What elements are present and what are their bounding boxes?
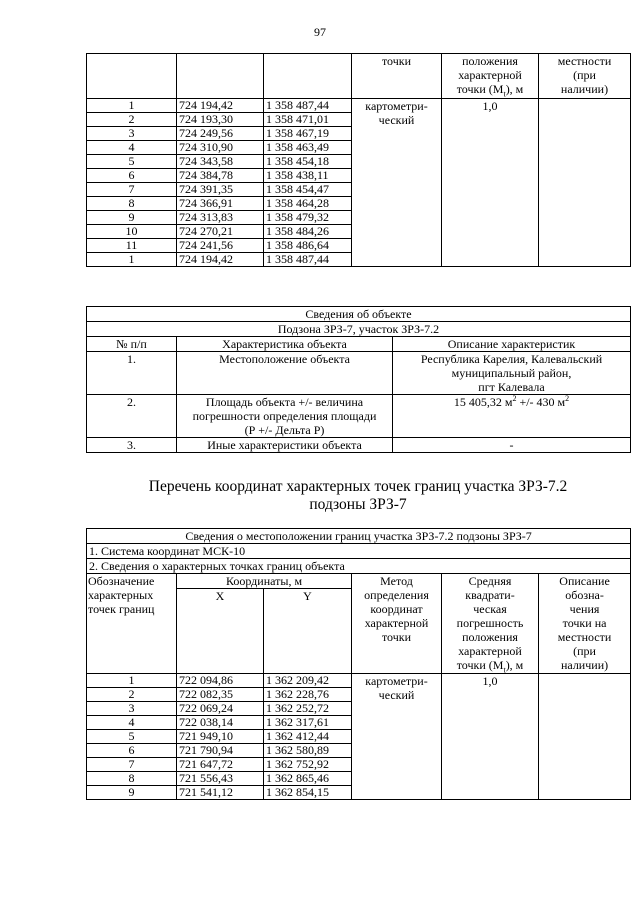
point-number: 5 [87,730,177,744]
y-coordinate: 1 358 471,01 [264,113,352,127]
y-coordinate: 1 362 317,61 [264,716,352,730]
header-point-description: Описание обозна- чения точки на местности (при наличии) [539,574,631,674]
y-coordinate: 1 358 438,11 [264,169,352,183]
object-info-subtitle: Подзона ЗРЗ-7, участок ЗРЗ-7.2 [87,322,631,337]
y-coordinate: 1 362 580,89 [264,744,352,758]
table-header-row [87,54,631,99]
y-coordinate: 1 358 454,18 [264,155,352,169]
point-number: 9 [87,211,177,225]
x-coordinate: 724 391,35 [177,183,264,197]
x-coordinate: 722 038,14 [177,716,264,730]
x-coordinate: 724 270,21 [177,225,264,239]
coordinates-table-continued [86,53,631,267]
x-coordinate: 724 194,42 [177,253,264,267]
x-coordinate: 721 556,43 [177,772,264,786]
y-coordinate: 1 362 228,76 [264,688,352,702]
header-x: X [177,589,264,674]
y-coordinate: 1 358 467,19 [264,127,352,141]
table-header-row [87,574,631,589]
points-info-line: 2. Сведения о характерных точках границ объекта [87,559,631,574]
header-accuracy: положения характерной точки $(М_t)$, м [442,54,539,99]
y-coordinate: 1 362 752,92 [264,758,352,772]
x-coordinate: 724 193,30 [177,113,264,127]
point-number: 11 [87,239,177,253]
description-cell [539,99,631,267]
y-coordinate: 1 358 479,32 [264,211,352,225]
header-point: точки [352,54,442,99]
point-number: 1 [87,674,177,688]
point-number: 10 [87,225,177,239]
x-coordinate: 721 647,72 [177,758,264,772]
y-coordinate: 1 362 209,42 [264,674,352,688]
description-cell [539,674,631,800]
accuracy-cell: 1,0 [442,99,539,267]
header-characteristic: Характеристика объекта [177,337,393,352]
y-coordinate: 1 362 412,44 [264,730,352,744]
header-description: местности (при наличии) [539,54,631,99]
y-coordinate: 1 362 854,15 [264,786,352,800]
y-coordinate: 1 358 484,26 [264,225,352,239]
y-coordinate: 1 358 454,47 [264,183,352,197]
point-number: 8 [87,772,177,786]
x-coordinate: 724 249,56 [177,127,264,141]
coordinate-system-line: 1. Система координат МСК-10 [87,544,631,559]
method-cell: картометри- ческий [352,674,442,800]
y-coordinate: 1 358 487,44 [264,253,352,267]
point-number: 7 [87,183,177,197]
table-row [87,674,631,688]
point-number: 9 [87,786,177,800]
y-coordinate: 1 358 486,64 [264,239,352,253]
y-coordinate: 1 358 487,44 [264,99,352,113]
y-coordinate: 1 362 865,46 [264,772,352,786]
table-header-row [87,337,631,352]
point-number: 3 [87,702,177,716]
table-row [87,99,631,113]
x-coordinate: 721 541,12 [177,786,264,800]
header-y: Y [264,589,352,674]
point-number: 7 [87,758,177,772]
header-coordinates: Координаты, м [177,574,352,589]
x-coordinate: 724 366,91 [177,197,264,211]
point-number: 4 [87,141,177,155]
location-value: Республика Карелия, Калевальский муниципальный район, пгт Калевала [393,352,631,395]
object-info-table [86,306,631,453]
x-coordinate: 722 094,86 [177,674,264,688]
boundary-table-title: Сведения о местоположении границ участка ЗРЗ-7.2 подзоны ЗРЗ-7 [87,529,631,544]
point-number: 6 [87,744,177,758]
area-value: 15 405,32 $м^2$ +/- 430 $м^2$ [393,395,631,438]
point-number: 2 [87,113,177,127]
header-accuracy: Средняя квадрати- ческая погрешность положения характерной точки $(М_t)$, м [442,574,539,674]
page-number: 97 [314,25,326,39]
x-coordinate: 724 241,56 [177,239,264,253]
point-number: 2 [87,688,177,702]
header-num: № п/п [87,337,177,352]
table-row: 2. Площадь объекта +/- величина погрешности определения площади (Р +/- Дельта Р) 15 405,32 $м^2$ +/- 430 $м^2$ [87,395,631,438]
point-number: 1 [87,253,177,267]
y-coordinate: 1 358 464,28 [264,197,352,211]
x-coordinate: 724 310,90 [177,141,264,155]
point-number: 1 [87,99,177,113]
x-coordinate: 721 949,10 [177,730,264,744]
x-coordinate: 724 343,58 [177,155,264,169]
x-coordinate: 724 384,78 [177,169,264,183]
object-info-title: Сведения об объекте [87,307,631,322]
method-cell: картометри- ческий [352,99,442,267]
point-number: 6 [87,169,177,183]
header-method: Метод определения координат характерной точки [352,574,442,674]
x-coordinate: 721 790,94 [177,744,264,758]
accuracy-cell: 1,0 [442,674,539,800]
x-coordinate: 724 313,83 [177,211,264,225]
point-number: 8 [87,197,177,211]
point-number: 4 [87,716,177,730]
table-row: 1. Местоположение объекта Республика Карелия, Калевальский муниципальный район, пгт Калевала [87,352,631,395]
x-coordinate: 722 069,24 [177,702,264,716]
header-description: Описание характеристик [393,337,631,352]
boundary-coordinates-table [86,528,631,800]
x-coordinate: 722 082,35 [177,688,264,702]
x-coordinate: 724 194,42 [177,99,264,113]
point-number: 5 [87,155,177,169]
y-coordinate: 1 358 463,49 [264,141,352,155]
table-row: 3. Иные характеристики объекта - [87,438,631,453]
point-number: 3 [87,127,177,141]
y-coordinate: 1 362 252,72 [264,702,352,716]
section-title: Перечень координат характерных точек границ участка ЗРЗ-7.2 подзоны ЗРЗ-7 [148,478,568,513]
header-designation: Обозначение характерных точек границ [87,574,177,674]
